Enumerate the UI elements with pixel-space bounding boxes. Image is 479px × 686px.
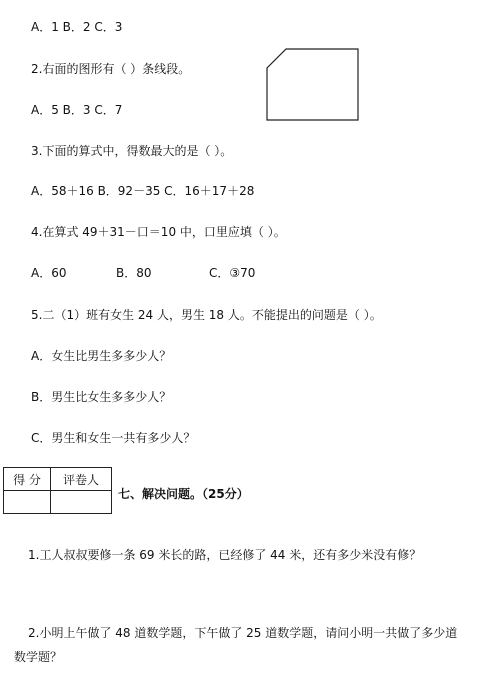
- problem-2: 2.小明上午做了 48 道数学题，下午做了 25 道数学题，请问小明一共做了多少道数学题？: [14, 626, 458, 664]
- section-7-title: 七、解决问题。（25分）: [118, 487, 249, 501]
- q4-option-c: C．③70: [209, 266, 256, 280]
- question-2: 2.右面的图形有（ ）条线段。: [31, 62, 191, 76]
- q5-option-a: A．女生比男生多多少人？: [31, 349, 172, 363]
- grader-cell: [51, 491, 112, 514]
- q4-option-a: A．60: [31, 266, 67, 280]
- score-table: [3, 467, 112, 514]
- problem-1: 1.工人叔叔要修一条 69 米长的路，已经修了 44 米，还有多少米没有修？: [28, 548, 422, 562]
- question-4: 4.在算式 49＋31－口＝10 中，口里应填（ ）。: [31, 225, 286, 239]
- pentagon-figure: [266, 48, 360, 122]
- q1-options: A．1 B．2 C．3: [31, 20, 123, 34]
- q2-options: A．5 B．3 C．7: [31, 103, 123, 117]
- score-label: 得 分: [4, 468, 51, 491]
- question-5: 5.二（1）班有女生 24 人，男生 18 人。不能提出的问题是（ ）。: [31, 308, 382, 322]
- q5-option-b: B．男生比女生多多少人？: [31, 390, 172, 404]
- q3-options: A．58＋16 B．92－35 C．16＋17＋28: [31, 184, 255, 198]
- question-3: 3.下面的算式中，得数最大的是（ ）。: [31, 144, 233, 158]
- score-cell: [4, 491, 51, 514]
- grader-label: 评卷人: [51, 468, 112, 491]
- q4-option-b: B．80: [116, 266, 152, 280]
- q5-option-c: C．男生和女生一共有多少人？: [31, 431, 196, 445]
